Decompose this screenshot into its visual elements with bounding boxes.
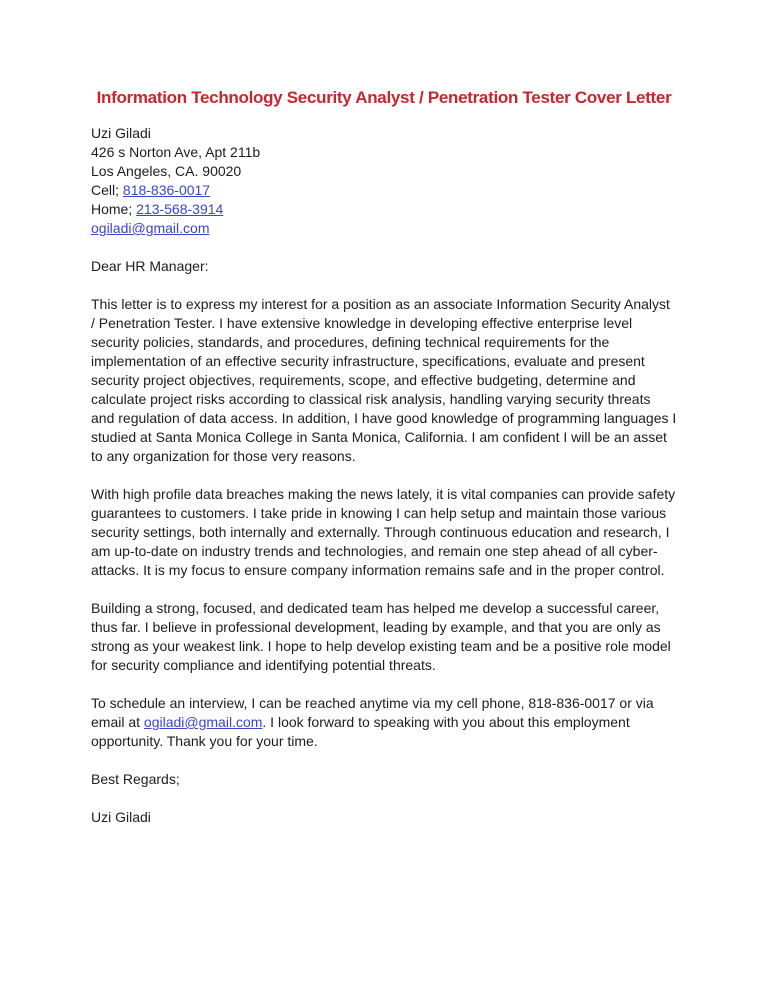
cell-label: Cell; <box>91 182 123 198</box>
page-title: Information Technology Security Analyst / Penetration Tester Cover Letter <box>96 88 672 107</box>
contact-block <box>91 124 677 238</box>
cell-phone-link[interactable]: 818-836-0017 <box>122 182 211 198</box>
contact-cell-line <box>91 181 677 200</box>
paragraph-interview-before: To schedule an interview, I can be reached anytime via my cell phone, 818-836-0017 or via email at <box>91 695 654 730</box>
contact-home-line <box>91 200 677 219</box>
closing: Best Regards; <box>91 771 180 787</box>
email-inline-link[interactable]: ogiladi@gmail.com <box>143 714 263 730</box>
home-phone-link[interactable]: 213-568-3914 <box>136 201 224 217</box>
paragraph-security: With high profile data breaches making the news lately, it is vital companies can provide safety guarantees to customers. I take pride in knowing I can help setup and maintain those various security settings, both internally and externally. Through continuous education and research, I am up-to-date on industry trends and technologies, and remain one step ahead of all cyber-attacks. It is my focus to ensure company information remains safe and in the proper control. <box>91 486 676 578</box>
signature: Uzi Giladi <box>91 809 151 825</box>
contact-address-line1: 426 s Norton Ave, Apt 211b <box>91 144 261 160</box>
paragraph-interview <box>91 694 677 751</box>
paragraph-team: Building a strong, focused, and dedicated team has helped me develop a successful career, thus far. I believe in professional development, leading by example, and that you are only as strong as your weakest link. I hope to help develop existing team and be a positive role model for security compliance and identifying potential threats. <box>91 600 671 673</box>
paragraph-interview-after: . I look forward to speaking with you about this employment opportunity. Thank you for your time. <box>91 714 630 749</box>
paragraph-intro: This letter is to express my interest for a position as an associate Information Security Analyst / Penetration Tester. I have extensive knowledge in developing effective enterprise level security policies, standards, and procedures, defining technical requirements for the implementation of an effective security infrastructure, specifications, evaluate and present security project objectives, requirements, scope, and effective budgeting, determine and calculate project risks according to classical risk analysis, handling varying security threats and regulation of data access. In addition, I have good knowledge of programming languages I studied at Santa Monica College in Santa Monica, California. I am confident I will be an asset to any organization for those very reasons. <box>91 296 677 464</box>
contact-email-line <box>91 219 677 238</box>
salutation: Dear HR Manager: <box>91 258 209 274</box>
home-label: Home; <box>91 201 137 217</box>
contact-name: Uzi Giladi <box>91 125 151 141</box>
email-link[interactable]: ogiladi@gmail.com <box>91 220 210 236</box>
contact-address-line2: Los Angeles, CA. 90020 <box>91 163 242 179</box>
